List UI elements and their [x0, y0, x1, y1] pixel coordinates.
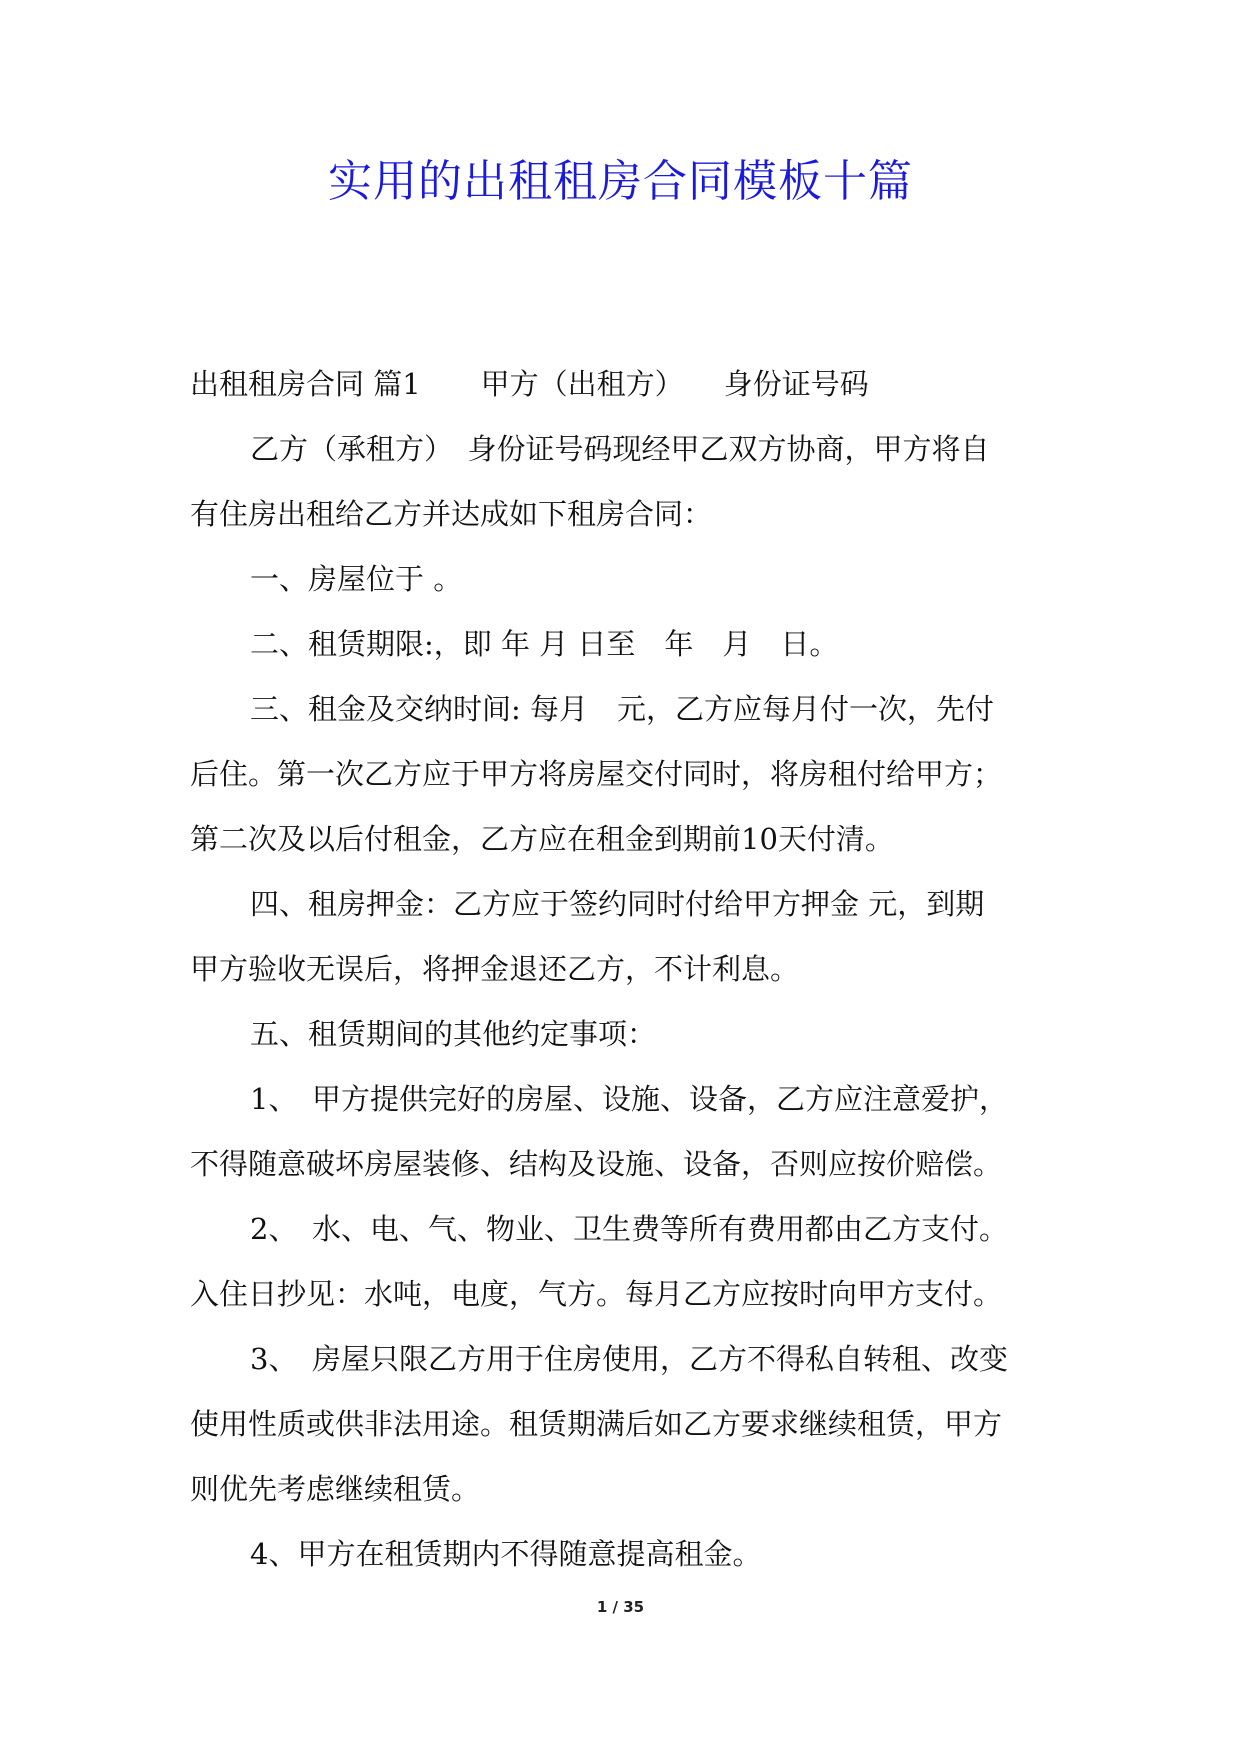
paragraph-line: 二、租赁期限:，即 年 月 日至 年 月 日。 — [250, 627, 839, 661]
paragraph-line: 不得随意破坏房屋装修、结构及设施、设备，否则应按价赔偿。 — [190, 1147, 1003, 1181]
paragraph-line: 有住房出租给乙方并达成如下租房合同： — [190, 497, 713, 531]
document-title: 实用的出租租房合同模板十篇 — [328, 156, 913, 207]
paragraph-line: 乙方（承租方） 身份证号码现经甲乙双方协商，甲方将自 — [250, 432, 990, 466]
contract-heading: 出租租房合同 篇1 — [190, 367, 421, 401]
paragraph-line: 甲方验收无误后，将押金退还乙方，不计利息。 — [190, 952, 800, 986]
paragraph-line: 则优先考虑继续租赁。 — [190, 1472, 481, 1506]
paragraph-line: 五、租赁期间的其他约定事项： — [250, 1017, 657, 1051]
paragraph-line: 三、租金及交纳时间: 每月 元，乙方应每月付一次，先付 — [250, 692, 994, 726]
document-body — [190, 352, 1070, 1587]
paragraph-line: 1、 甲方提供完好的房屋、设施、设备，乙方应注意爱护， — [250, 1082, 1008, 1116]
paragraph-line: 使用性质或供非法用途。租赁期满后如乙方要求继续租赁，甲方 — [190, 1407, 1003, 1441]
paragraph-line: 入住日抄见：水吨，电度，气方。每月乙方应按时向甲方支付。 — [190, 1277, 1003, 1311]
paragraph-line: 第二次及以后付租金，乙方应在租金到期前10天付清。 — [190, 822, 894, 856]
paragraph-line: 4、甲方在租赁期内不得随意提高租金。 — [250, 1537, 762, 1571]
paragraph-line: 后住。第一次乙方应于甲方将房屋交付同时，将房租付给甲方； — [190, 757, 1003, 791]
page-number: 1 / 35 — [596, 1598, 645, 1616]
paragraph-line: 一、房屋位于 。 — [250, 562, 463, 596]
id-number-label: 身份证号码 — [723, 367, 869, 401]
paragraph-line: 四、租房押金：乙方应于签约同时付给甲方押金 元，到期 — [250, 887, 985, 921]
paragraph-line: 2、 水、电、气、物业、卫生费等所有费用都由乙方支付。 — [250, 1212, 1008, 1246]
header-line — [190, 352, 1070, 417]
paragraph-line: 3、 房屋只限乙方用于住房使用，乙方不得私自转租、改变 — [250, 1342, 1008, 1376]
party-a-label: 甲方（出租方） — [480, 367, 684, 401]
